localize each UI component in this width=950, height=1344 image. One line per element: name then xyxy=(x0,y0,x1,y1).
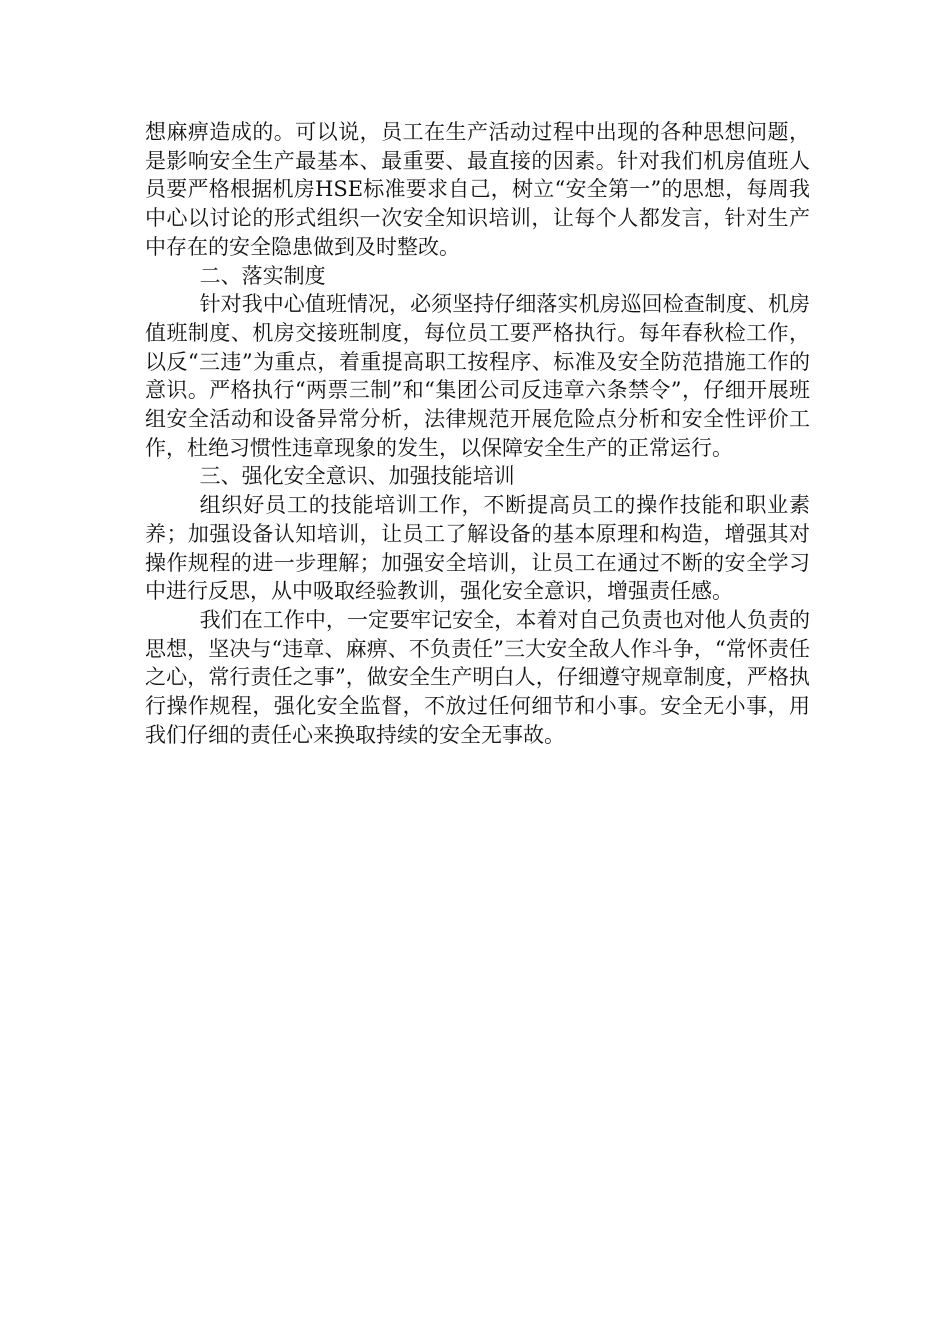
section-heading-safety-awareness-training: 三、强化安全意识、加强技能培训 xyxy=(199,464,515,489)
document-body xyxy=(145,118,810,749)
paragraph-implement-system: 针对我中心值班情况，必须坚持仔细落实机房巡回检查制度、机房值班制度、机房交接班制度，每位员工要严格执行。每年春秋检工作，以反“三违”为重点，着重提高职工按程序、标准及安全防范措施工作的意识。严格执行“两票三制”和“集团公司反违章六条禁令”，仔细开展班组安全活动和设备异常分析，法律规范开展危险点分析和安全性评价工作，杜绝习惯性违章现象的发生，以保障安全生产的正常运行。 xyxy=(145,292,810,460)
paragraph-continuation: 想麻痹造成的。可以说，员工在生产活动过程中出现的各种思想问题，是影响安全生产最基本、最重要、最直接的因素。针对我们机房值班人员要严格根据机房HSE标准要求自己，树立“安全第一”的思想，每周我中心以讨论的形式组织一次安全知识培训，让每个人都发言，针对生产中存在的安全隐患做到及时整改。 xyxy=(145,120,810,259)
paragraph-skills-training: 组织好员工的技能培训工作，不断提高员工的操作技能和职业素养；加强设备认知培训，让员工了解设备的基本原理和构造，增强其对操作规程的进一步理解；加强安全培训，让员工在通过不断的安全学习中进行反思，从中吸取经验教训，强化安全意识，增强责任感。 xyxy=(145,493,810,604)
paragraph-conclusion: 我们在工作中，一定要牢记安全，本着对自己负责也对他人负责的思想，坚决与“违章、麻痹、不负责任”三大安全敌人作斗争，“常怀责任之心，常行责任之事”，做安全生产明白人，仔细遵守规章制度，严格执行操作规程，强化安全监督，不放过任何细节和小事。安全无小事，用我们仔细的责任心来换取持续的安全无事故。 xyxy=(145,607,810,747)
section-heading-implement-system: 二、落实制度 xyxy=(199,263,326,288)
